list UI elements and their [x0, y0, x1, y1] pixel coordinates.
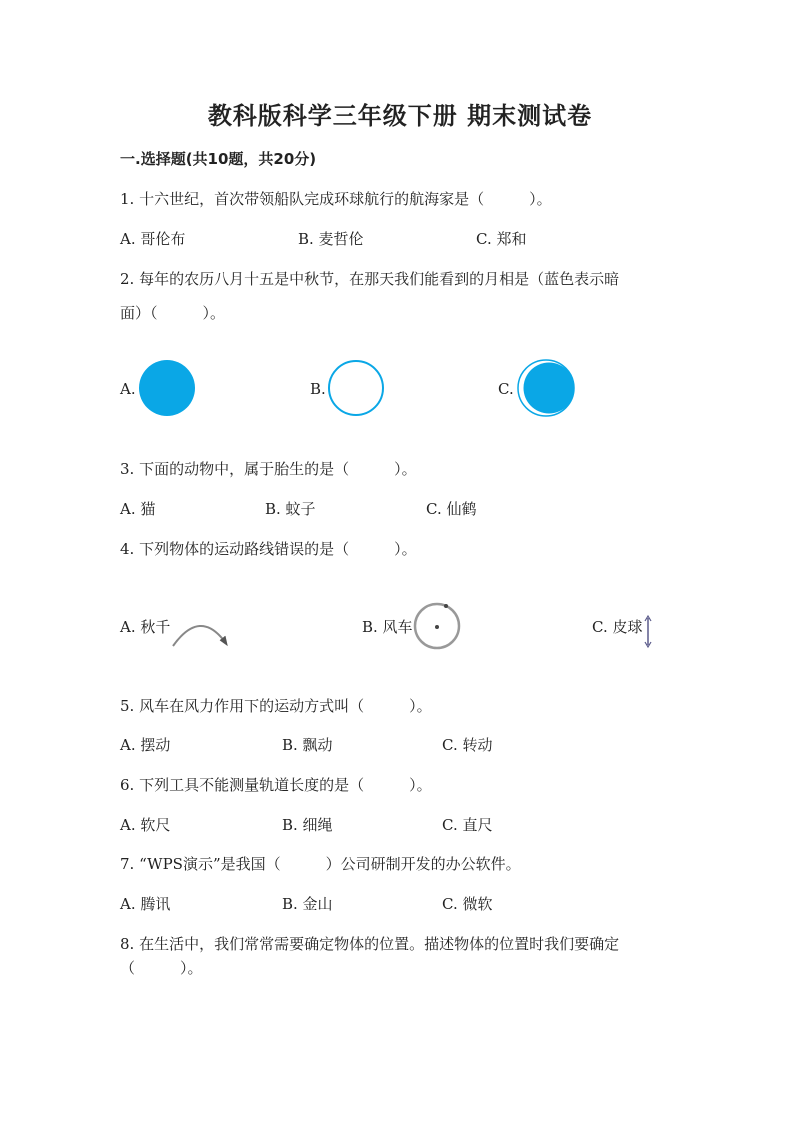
q4-option-a[interactable]: A. 秋千	[120, 618, 171, 636]
q2-option-c[interactable]: C.	[498, 380, 514, 398]
swing-arc-path-icon	[170, 616, 232, 650]
q3-option-b[interactable]: B. 蚊子	[265, 500, 316, 518]
q1-option-c[interactable]: C. 郑和	[476, 230, 527, 248]
q2-option-b[interactable]: B.	[310, 380, 326, 398]
question-5: 5. 风车在风力作用下的运动方式叫（ ）。	[120, 697, 432, 715]
q4-option-c[interactable]: C. 皮球	[592, 618, 643, 636]
question-8-line-2: （ ）。	[120, 959, 203, 977]
q6-option-c[interactable]: C. 直尺	[442, 816, 493, 834]
q7-option-b[interactable]: B. 金山	[282, 895, 333, 913]
q1-option-a[interactable]: A. 哥伦布	[120, 230, 186, 248]
q5-option-a[interactable]: A. 摆动	[120, 736, 171, 754]
q3-option-a[interactable]: A. 猫	[120, 500, 156, 518]
question-8-line-1: 8. 在生活中，我们常常需要确定物体的位置。描述物体的位置时我们要确定	[120, 935, 620, 953]
q5-option-c[interactable]: C. 转动	[442, 736, 493, 754]
question-3: 3. 下面的动物中，属于胎生的是（ ）。	[120, 460, 417, 478]
q5-option-b[interactable]: B. 飘动	[282, 736, 333, 754]
crescent-edge-moon-icon	[515, 359, 577, 419]
q6-option-b[interactable]: B. 细绳	[282, 816, 333, 834]
q7-option-c[interactable]: C. 微软	[442, 895, 493, 913]
q4-option-b[interactable]: B. 风车	[362, 618, 413, 636]
q7-option-a[interactable]: A. 腾讯	[120, 895, 171, 913]
q3-option-c[interactable]: C. 仙鹤	[426, 500, 477, 518]
q1-option-b[interactable]: B. 麦哲伦	[298, 230, 364, 248]
question-2-line-1: 2. 每年的农历八月十五是中秋节，在那天我们能看到的月相是（蓝色表示暗	[120, 270, 620, 288]
full-dark-moon-icon	[138, 359, 198, 419]
page-title: 教科版科学三年级下册 期末测试卷	[207, 102, 593, 130]
ball-vertical-path-icon	[643, 614, 653, 650]
q6-option-a[interactable]: A. 软尺	[120, 816, 171, 834]
full-bright-moon-icon	[328, 359, 388, 419]
question-4: 4. 下列物体的运动路线错误的是（ ）。	[120, 540, 417, 558]
question-2-line-2: 面）（ ）。	[120, 304, 226, 322]
question-7: 7. “WPS演示”是我国（ ）公司研制开发的办公软件。	[120, 855, 521, 873]
q2-option-a[interactable]: A.	[120, 380, 136, 398]
section-heading: 一.选择题(共10题，共20分)	[120, 150, 317, 168]
question-1: 1. 十六世纪，首次带领船队完成环球航行的航海家是（ ）。	[120, 190, 552, 208]
question-6: 6. 下列工具不能测量轨道长度的是（ ）。	[120, 776, 432, 794]
windmill-circle-path-icon	[412, 601, 464, 653]
